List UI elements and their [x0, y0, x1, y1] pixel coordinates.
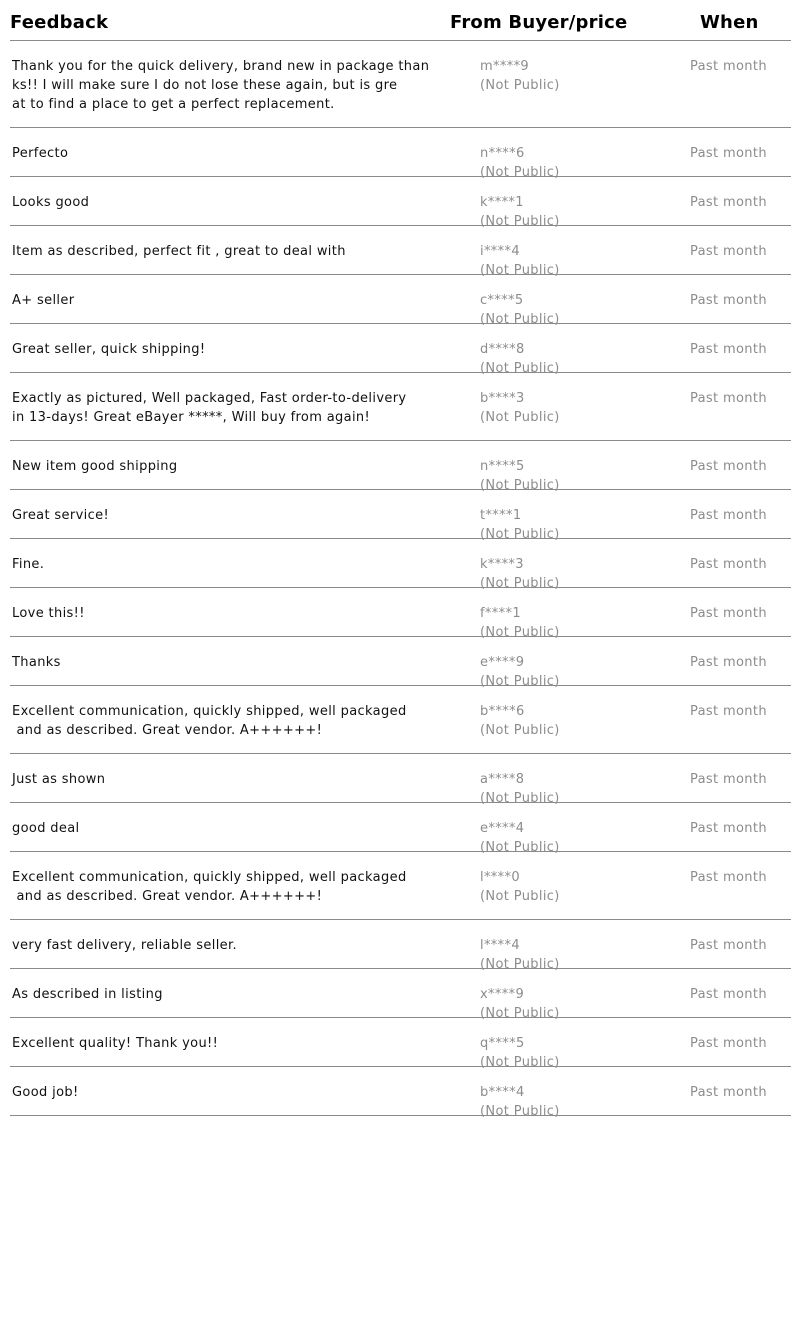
table-row: [10, 686, 791, 754]
buyer-id: x****9: [480, 987, 525, 1002]
buyer-id: d****8: [480, 342, 525, 357]
price-not-public: (Not Public): [480, 478, 560, 493]
feedback-text: Item as described, perfect fit , great to deal with: [12, 244, 346, 259]
price-not-public: (Not Public): [480, 840, 560, 855]
price-not-public: (Not Public): [480, 361, 560, 376]
table-row: [10, 441, 791, 493]
feedback-text: Perfecto: [12, 146, 69, 161]
price-not-public: (Not Public): [480, 263, 560, 278]
table-row: [10, 324, 791, 376]
table-row: [10, 637, 791, 689]
table-row: [10, 226, 791, 278]
feedback-text: A+ seller: [12, 293, 75, 308]
when-text: Past month: [690, 1036, 767, 1051]
feedback-text: Love this!!: [12, 606, 85, 621]
buyer-cell: [480, 868, 560, 906]
when-text: Past month: [690, 195, 767, 210]
buyer-id: b****4: [480, 1085, 525, 1100]
buyer-id: b****6: [480, 704, 525, 719]
buyer-id: k****3: [480, 557, 524, 572]
table-row: [10, 803, 791, 855]
when-text: Past month: [690, 59, 767, 74]
table-row: [10, 969, 791, 1021]
header-feedback: Feedback: [10, 12, 109, 33]
feedback-table: [10, 0, 791, 1119]
price-not-public: (Not Public): [480, 527, 560, 542]
buyer-id: a****8: [480, 772, 525, 787]
table-row: [10, 373, 791, 441]
when-text: Past month: [690, 821, 767, 836]
when-text: Past month: [690, 987, 767, 1002]
price-not-public: (Not Public): [480, 78, 560, 93]
table-row: [10, 539, 791, 591]
buyer-id: n****6: [480, 146, 525, 161]
price-not-public: (Not Public): [480, 889, 560, 904]
buyer-id: l****0: [480, 870, 520, 885]
table-row: [10, 490, 791, 542]
buyer-id: e****4: [480, 821, 525, 836]
table-row: [10, 1018, 791, 1070]
feedback-text: good deal: [12, 821, 80, 836]
feedback-text: Fine.: [12, 557, 45, 572]
table-row: [10, 1067, 791, 1119]
table-row: [10, 920, 791, 972]
when-text: Past month: [690, 772, 767, 787]
price-not-public: (Not Public): [480, 957, 560, 972]
feedback-text: Exactly as pictured, Well packaged, Fast order-to-delivery in 13-days! Great eBayer *****, Will buy from again!: [12, 391, 407, 425]
when-text: Past month: [690, 704, 767, 719]
feedback-text: Looks good: [12, 195, 90, 210]
table-row: [10, 128, 791, 180]
feedback-text: Excellent quality! Thank you!!: [12, 1036, 219, 1051]
when-text: Past month: [690, 557, 767, 572]
buyer-id: e****9: [480, 655, 525, 670]
when-text: Past month: [690, 606, 767, 621]
price-not-public: (Not Public): [480, 674, 560, 689]
feedback-text: very fast delivery, reliable seller.: [12, 938, 237, 953]
price-not-public: (Not Public): [480, 1006, 560, 1021]
buyer-id: l****4: [480, 938, 520, 953]
buyer-id: c****5: [480, 293, 524, 308]
buyer-cell: [480, 57, 560, 95]
feedback-text: Thank you for the quick delivery, brand new in package than ks!! I will make sure I do not lose these again, but is gre at to find a place to get a perfect replacement.: [12, 59, 430, 112]
buyer-id: t****1: [480, 508, 522, 523]
table-header: [10, 0, 791, 41]
when-text: Past month: [690, 1085, 767, 1100]
feedback-text: Excellent communication, quickly shipped, well packaged and as described. Great vendor. A++++++!: [12, 870, 407, 904]
when-text: Past month: [690, 459, 767, 474]
table-row: [10, 754, 791, 806]
price-not-public: (Not Public): [480, 165, 560, 180]
feedback-text: Just as shown: [12, 772, 106, 787]
table-row: [10, 852, 791, 920]
buyer-id: k****1: [480, 195, 524, 210]
when-text: Past month: [690, 938, 767, 953]
when-text: Past month: [690, 508, 767, 523]
buyer-cell: [480, 389, 560, 427]
price-not-public: (Not Public): [480, 1104, 560, 1119]
buyer-id: i****4: [480, 244, 520, 259]
feedback-text: Great service!: [12, 508, 110, 523]
when-text: Past month: [690, 655, 767, 670]
feedback-text: Good job!: [12, 1085, 79, 1100]
feedback-rows: [10, 41, 791, 1119]
buyer-id: f****1: [480, 606, 521, 621]
price-not-public: (Not Public): [480, 214, 560, 229]
feedback-text: Great seller, quick shipping!: [12, 342, 206, 357]
buyer-cell: [480, 1083, 560, 1121]
price-not-public: (Not Public): [480, 312, 560, 327]
feedback-text: As described in listing: [12, 987, 163, 1002]
table-row: [10, 275, 791, 327]
feedback-text: Thanks: [12, 655, 61, 670]
buyer-cell: [480, 702, 560, 740]
when-text: Past month: [690, 146, 767, 161]
when-text: Past month: [690, 293, 767, 308]
price-not-public: (Not Public): [480, 1055, 560, 1070]
when-text: Past month: [690, 391, 767, 406]
table-row: [10, 177, 791, 229]
feedback-text: New item good shipping: [12, 459, 178, 474]
table-row: [10, 588, 791, 640]
price-not-public: (Not Public): [480, 576, 560, 591]
header-when: When: [700, 12, 759, 33]
header-buyer-price: From Buyer/price: [450, 12, 628, 33]
buyer-id: b****3: [480, 391, 525, 406]
price-not-public: (Not Public): [480, 723, 560, 738]
price-not-public: (Not Public): [480, 410, 560, 425]
buyer-id: q****5: [480, 1036, 525, 1051]
feedback-text: Excellent communication, quickly shipped, well packaged and as described. Great vendor. A++++++!: [12, 704, 407, 738]
price-not-public: (Not Public): [480, 791, 560, 806]
buyer-id: n****5: [480, 459, 525, 474]
when-text: Past month: [690, 342, 767, 357]
when-text: Past month: [690, 870, 767, 885]
price-not-public: (Not Public): [480, 625, 560, 640]
table-row: [10, 41, 791, 128]
when-text: Past month: [690, 244, 767, 259]
buyer-id: m****9: [480, 59, 530, 74]
